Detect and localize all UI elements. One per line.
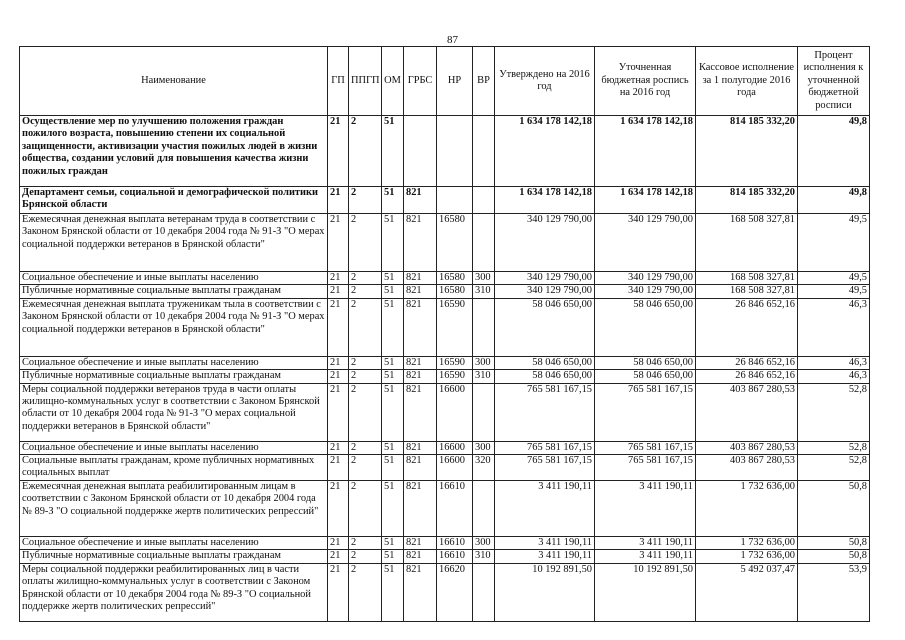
row-percent-cell: 52,8: [798, 441, 870, 454]
row-om-cell: 51: [382, 383, 404, 441]
row-np-cell: 16600: [437, 383, 473, 441]
row-grbs-cell: 821: [404, 455, 437, 481]
row-gp-cell: 21: [328, 370, 349, 383]
row-percent-cell: 50,8: [798, 550, 870, 563]
table-row: [20, 481, 870, 537]
row-grbs-cell: 821: [404, 537, 437, 550]
row-refined-cell: 1 634 178 142,18: [595, 116, 696, 187]
row-gp-cell: 21: [328, 563, 349, 621]
row-refined-cell: 3 411 190,11: [595, 481, 696, 537]
row-np-cell: 16600: [437, 455, 473, 481]
row-om-cell: 51: [382, 116, 404, 187]
row-vr-cell: [473, 116, 495, 187]
row-name-cell: Меры социальной поддержки ветеранов труда в части оплаты жилищно-коммунальных услуг в соответствии с Законом Брянской области от 10 декабря 2004 года № 91-З "О мерах социальной поддержки ветеранов в Брянской области": [20, 383, 328, 441]
row-name-cell: Социальное обеспечение и иные выплаты населению: [20, 441, 328, 454]
row-approved-cell: 10 192 891,50: [495, 563, 595, 621]
row-grbs-cell: 821: [404, 285, 437, 298]
row-approved-cell: 340 129 790,00: [495, 285, 595, 298]
row-name-cell: Департамент семьи, социальной и демографической политики Брянской области: [20, 187, 328, 214]
row-cash-cell: 1 732 636,00: [696, 537, 798, 550]
row-refined-cell: 58 046 650,00: [595, 298, 696, 356]
row-refined-cell: 765 581 167,15: [595, 455, 696, 481]
row-percent-cell: 50,8: [798, 537, 870, 550]
row-cash-cell: 403 867 280,53: [696, 441, 798, 454]
row-grbs-cell: 821: [404, 356, 437, 369]
row-grbs-cell: 821: [404, 383, 437, 441]
row-percent-cell: 53,9: [798, 563, 870, 621]
row-np-cell: 16580: [437, 272, 473, 285]
row-refined-cell: 1 634 178 142,18: [595, 187, 696, 214]
page-number: 87: [447, 34, 458, 46]
table-row: [20, 356, 870, 369]
table-row: [20, 187, 870, 214]
row-gp-cell: 21: [328, 187, 349, 214]
row-percent-cell: 49,8: [798, 116, 870, 187]
table-row: [20, 370, 870, 383]
row-cash-cell: 26 846 652,16: [696, 298, 798, 356]
row-gp-cell: 21: [328, 272, 349, 285]
row-vr-cell: 310: [473, 550, 495, 563]
row-approved-cell: 765 581 167,15: [495, 383, 595, 441]
row-name-cell: Публичные нормативные социальные выплаты гражданам: [20, 285, 328, 298]
row-om-cell: 51: [382, 187, 404, 214]
row-vr-cell: [473, 563, 495, 621]
row-name-cell: Публичные нормативные социальные выплаты гражданам: [20, 370, 328, 383]
row-grbs-cell: 821: [404, 187, 437, 214]
row-np-cell: [437, 187, 473, 214]
table-row: [20, 285, 870, 298]
row-om-cell: 51: [382, 441, 404, 454]
row-refined-cell: 765 581 167,15: [595, 441, 696, 454]
row-om-cell: 51: [382, 272, 404, 285]
table-header-row: [20, 47, 870, 116]
row-vr-cell: 300: [473, 272, 495, 285]
row-cash-cell: 403 867 280,53: [696, 383, 798, 441]
row-grbs-cell: 821: [404, 563, 437, 621]
row-pgp-cell: 2: [349, 356, 382, 369]
row-percent-cell: 52,8: [798, 455, 870, 481]
row-pgp-cell: 2: [349, 550, 382, 563]
row-cash-cell: 168 508 327,81: [696, 285, 798, 298]
row-np-cell: 16590: [437, 370, 473, 383]
row-pgp-cell: 2: [349, 455, 382, 481]
row-percent-cell: 49,5: [798, 214, 870, 272]
header-approved: Утверждено на 2016 год: [495, 47, 595, 116]
row-percent-cell: 49,8: [798, 187, 870, 214]
row-name-cell: Ежемесячная денежная выплата труженикам тыла в соответствии с Законом Брянской области от 10 декабря 2004 года № 91-З "О мерах социальной поддержки ветеранов в Брянской области": [20, 298, 328, 356]
row-refined-cell: 3 411 190,11: [595, 537, 696, 550]
row-refined-cell: 58 046 650,00: [595, 356, 696, 369]
row-percent-cell: 50,8: [798, 481, 870, 537]
budget-execution-table: [19, 46, 870, 622]
row-vr-cell: [473, 187, 495, 214]
row-np-cell: 16600: [437, 441, 473, 454]
row-vr-cell: [473, 214, 495, 272]
row-pgp-cell: 2: [349, 187, 382, 214]
row-om-cell: 51: [382, 455, 404, 481]
row-approved-cell: 3 411 190,11: [495, 537, 595, 550]
row-pgp-cell: 2: [349, 383, 382, 441]
table-row: [20, 116, 870, 187]
row-cash-cell: 1 732 636,00: [696, 550, 798, 563]
row-approved-cell: 340 129 790,00: [495, 272, 595, 285]
row-np-cell: [437, 116, 473, 187]
row-gp-cell: 21: [328, 285, 349, 298]
row-np-cell: 16590: [437, 298, 473, 356]
row-gp-cell: 21: [328, 116, 349, 187]
row-approved-cell: 58 046 650,00: [495, 356, 595, 369]
row-np-cell: 16610: [437, 481, 473, 537]
row-approved-cell: 3 411 190,11: [495, 550, 595, 563]
table-row: [20, 272, 870, 285]
header-name: Наименование: [20, 47, 328, 116]
header-cash: Кассовое исполнение за 1 полугодие 2016 года: [696, 47, 798, 116]
row-name-cell: Социальное обеспечение и иные выплаты населению: [20, 537, 328, 550]
row-percent-cell: 49,5: [798, 272, 870, 285]
row-gp-cell: 21: [328, 298, 349, 356]
row-om-cell: 51: [382, 370, 404, 383]
row-grbs-cell: 821: [404, 370, 437, 383]
row-name-cell: Социальное обеспечение и иные выплаты населению: [20, 272, 328, 285]
table-row: [20, 441, 870, 454]
row-vr-cell: 320: [473, 455, 495, 481]
row-cash-cell: 5 492 037,47: [696, 563, 798, 621]
row-approved-cell: 765 581 167,15: [495, 455, 595, 481]
row-gp-cell: 21: [328, 383, 349, 441]
table-row: [20, 550, 870, 563]
table-row: [20, 455, 870, 481]
row-pgp-cell: 2: [349, 563, 382, 621]
row-approved-cell: 58 046 650,00: [495, 370, 595, 383]
row-om-cell: 51: [382, 563, 404, 621]
row-approved-cell: 1 634 178 142,18: [495, 116, 595, 187]
row-pgp-cell: 2: [349, 298, 382, 356]
row-om-cell: 51: [382, 537, 404, 550]
row-refined-cell: 765 581 167,15: [595, 383, 696, 441]
row-percent-cell: 46,3: [798, 356, 870, 369]
row-refined-cell: 340 129 790,00: [595, 272, 696, 285]
row-om-cell: 51: [382, 550, 404, 563]
row-refined-cell: 340 129 790,00: [595, 285, 696, 298]
row-vr-cell: 300: [473, 356, 495, 369]
row-pgp-cell: 2: [349, 481, 382, 537]
row-pgp-cell: 2: [349, 370, 382, 383]
row-approved-cell: 3 411 190,11: [495, 481, 595, 537]
row-cash-cell: 814 185 332,20: [696, 116, 798, 187]
row-grbs-cell: 821: [404, 550, 437, 563]
row-pgp-cell: 2: [349, 537, 382, 550]
row-cash-cell: 26 846 652,16: [696, 356, 798, 369]
row-refined-cell: 58 046 650,00: [595, 370, 696, 383]
row-om-cell: 51: [382, 298, 404, 356]
row-name-cell: Публичные нормативные социальные выплаты гражданам: [20, 550, 328, 563]
row-vr-cell: [473, 481, 495, 537]
row-cash-cell: 814 185 332,20: [696, 187, 798, 214]
row-refined-cell: 10 192 891,50: [595, 563, 696, 621]
row-percent-cell: 49,5: [798, 285, 870, 298]
row-np-cell: 16580: [437, 285, 473, 298]
row-percent-cell: 52,8: [798, 383, 870, 441]
table-row: [20, 537, 870, 550]
row-name-cell: Социальные выплаты гражданам, кроме публичных нормативных социальных выплат: [20, 455, 328, 481]
table-row: [20, 383, 870, 441]
header-grbs: ГРБС: [404, 47, 437, 116]
row-np-cell: 16590: [437, 356, 473, 369]
row-pgp-cell: 2: [349, 116, 382, 187]
row-percent-cell: 46,3: [798, 370, 870, 383]
header-pgp: ППГП: [349, 47, 382, 116]
row-name-cell: Ежемесячная денежная выплата реабилитированным лицам в соответствии с Законом Брянской области от 10 декабря 2004 года № 89-З "О социальной поддержке жертв политических репрессий": [20, 481, 328, 537]
row-pgp-cell: 2: [349, 272, 382, 285]
row-gp-cell: 21: [328, 441, 349, 454]
row-gp-cell: 21: [328, 356, 349, 369]
row-om-cell: 51: [382, 214, 404, 272]
row-approved-cell: 340 129 790,00: [495, 214, 595, 272]
row-gp-cell: 21: [328, 481, 349, 537]
header-np: НР: [437, 47, 473, 116]
row-vr-cell: [473, 383, 495, 441]
row-vr-cell: 300: [473, 441, 495, 454]
header-vr: ВР: [473, 47, 495, 116]
row-name-cell: Осуществление мер по улучшению положения граждан пожилого возраста, повышению степени их социальной защищенности, активизации участия пожилых людей в жизни общества, создании условий для повышения качества жизни пожилых граждан: [20, 116, 328, 187]
row-om-cell: 51: [382, 285, 404, 298]
row-approved-cell: 58 046 650,00: [495, 298, 595, 356]
row-refined-cell: 3 411 190,11: [595, 550, 696, 563]
header-refined: Уточненная бюджетная роспись на 2016 год: [595, 47, 696, 116]
header-percent: Процент исполнения к уточненной бюджетной росписи: [798, 47, 870, 116]
row-np-cell: 16620: [437, 563, 473, 621]
row-np-cell: 16610: [437, 537, 473, 550]
row-gp-cell: 21: [328, 550, 349, 563]
header-gp: ГП: [328, 47, 349, 116]
header-om: ОМ: [382, 47, 404, 116]
table-row: [20, 214, 870, 272]
row-grbs-cell: 821: [404, 214, 437, 272]
row-om-cell: 51: [382, 356, 404, 369]
row-pgp-cell: 2: [349, 441, 382, 454]
row-vr-cell: 310: [473, 370, 495, 383]
table-row: [20, 563, 870, 621]
row-gp-cell: 21: [328, 537, 349, 550]
row-approved-cell: 1 634 178 142,18: [495, 187, 595, 214]
row-om-cell: 51: [382, 481, 404, 537]
row-approved-cell: 765 581 167,15: [495, 441, 595, 454]
row-pgp-cell: 2: [349, 285, 382, 298]
row-pgp-cell: 2: [349, 214, 382, 272]
row-gp-cell: 21: [328, 214, 349, 272]
row-refined-cell: 340 129 790,00: [595, 214, 696, 272]
row-grbs-cell: 821: [404, 298, 437, 356]
row-vr-cell: [473, 298, 495, 356]
row-name-cell: Социальное обеспечение и иные выплаты населению: [20, 356, 328, 369]
row-np-cell: 16580: [437, 214, 473, 272]
row-cash-cell: 403 867 280,53: [696, 455, 798, 481]
table-row: [20, 298, 870, 356]
row-vr-cell: 300: [473, 537, 495, 550]
row-cash-cell: 26 846 652,16: [696, 370, 798, 383]
row-name-cell: Ежемесячная денежная выплата ветеранам труда в соответствии с Законом Брянской области от 10 декабря 2004 года № 91-З "О мерах социальной поддержки ветеранов в Брянской области": [20, 214, 328, 272]
row-gp-cell: 21: [328, 455, 349, 481]
row-cash-cell: 168 508 327,81: [696, 214, 798, 272]
row-cash-cell: 1 732 636,00: [696, 481, 798, 537]
row-np-cell: 16610: [437, 550, 473, 563]
row-grbs-cell: 821: [404, 441, 437, 454]
row-grbs-cell: [404, 116, 437, 187]
row-grbs-cell: 821: [404, 272, 437, 285]
row-grbs-cell: 821: [404, 481, 437, 537]
row-percent-cell: 46,3: [798, 298, 870, 356]
row-name-cell: Меры социальной поддержки реабилитированных лиц в части оплаты жилищно-коммунальных услуг в соответствии с Законом Брянской области от 10 декабря 2004 года № 89-З "О социальной поддержке жертв политических репрессий": [20, 563, 328, 621]
row-vr-cell: 310: [473, 285, 495, 298]
row-cash-cell: 168 508 327,81: [696, 272, 798, 285]
